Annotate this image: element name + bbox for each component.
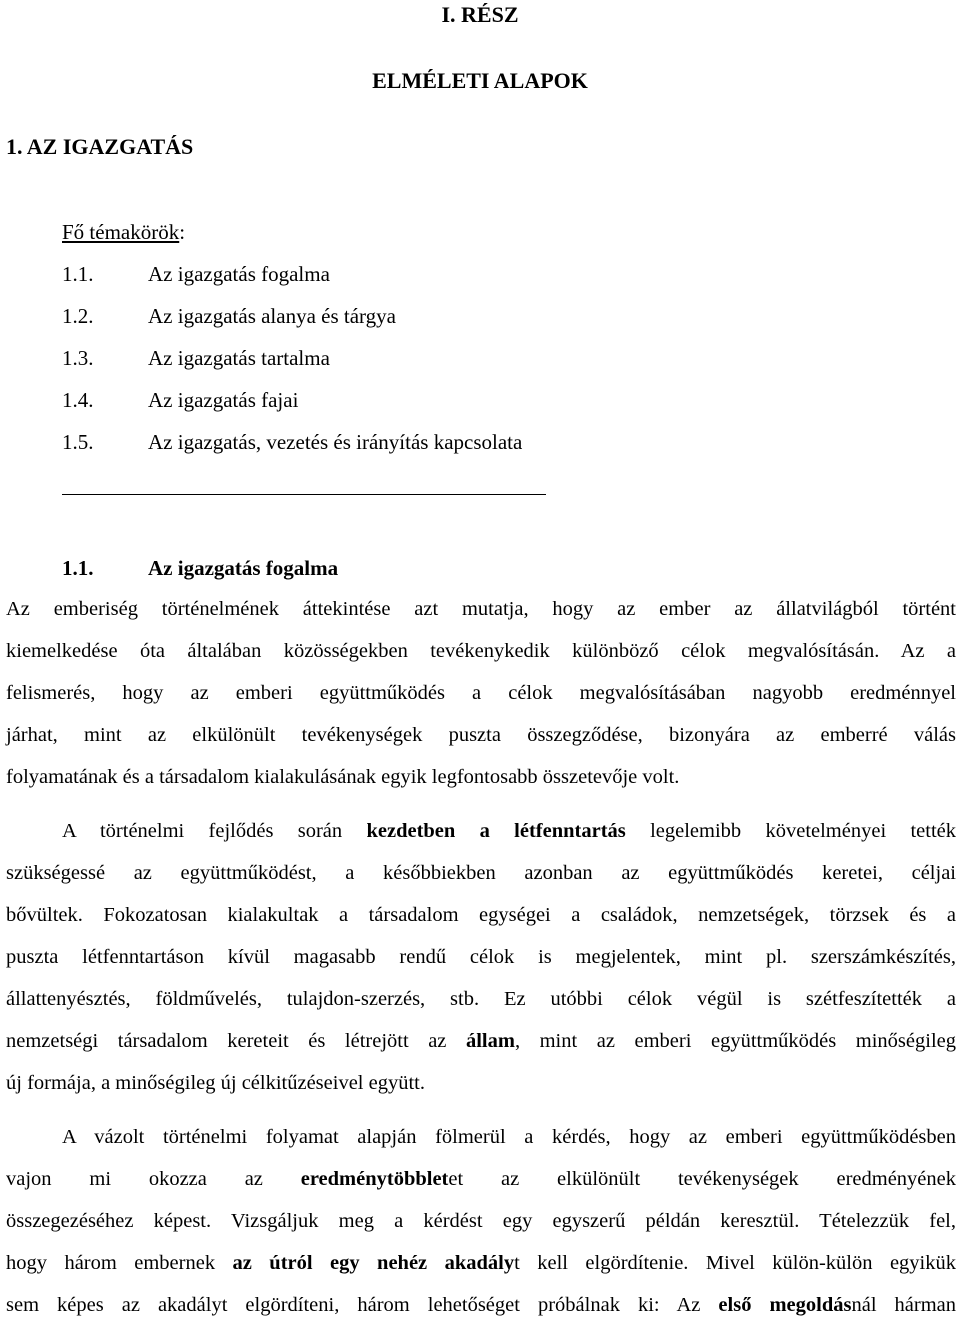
body-line <box>6 1293 956 1318</box>
part-title: I. RÉSZ <box>441 2 519 27</box>
topic-label: Az igazgatás, vezetés és irányítás kapcsolata <box>148 430 523 454</box>
body-line: szükségessé az együttműködést, a későbbiekben azonban az együttműködés keretei, céljai <box>6 862 956 884</box>
body-text: legelemibb követelményei tették <box>625 820 956 842</box>
topic-number: 1.4. <box>62 388 94 412</box>
body-bold: első megoldás <box>718 1294 852 1316</box>
body-bold: állam <box>465 1030 515 1052</box>
body-line: állattenyésztés, földművelés, tulajdon-szerzés, stb. Ez utóbbi célok végül is szétfeszítették a <box>6 988 956 1010</box>
body-text: , mint az emberi együttműködés minőségileg <box>514 1030 957 1052</box>
body-text: et az elkülönült tevékenységek eredményének <box>448 1168 956 1190</box>
chapter-title: 1. AZ IGAZGATÁS <box>6 134 194 159</box>
body-line <box>62 819 956 844</box>
topic-item <box>62 262 330 287</box>
body-line: A vázolt történelmi folyamat alapján fölmerül a kérdés, hogy az emberi együttműködésben <box>62 1126 956 1148</box>
body-line: kiemelkedése óta általában közösségekben tevékenykedik különböző célok megvalósításán. Az a <box>6 640 956 662</box>
topics-heading-label: Fő témakörök <box>62 220 180 244</box>
body-text: t kell elgördítenie. Mivel külön-külön egyikük <box>514 1252 956 1274</box>
topics-heading-colon: : <box>179 220 186 244</box>
topic-number: 1.2. <box>62 304 94 328</box>
body-text: sem képes az akadályt elgördíteni, három lehetőséget próbálnak ki: Az <box>6 1294 719 1316</box>
body-line: felismerés, hogy az emberi együttműködés a célok megvalósításában nagyobb eredménnyel <box>6 682 956 704</box>
body-line: új formája, a minőségileg új célkitűzéseivel együtt. <box>6 1072 425 1094</box>
topic-item <box>62 430 522 455</box>
topic-number: 1.1. <box>62 262 94 286</box>
body-line <box>6 1251 956 1276</box>
section-title <box>62 556 338 581</box>
body-line: összegezéséhez képest. Vizsgáljuk meg a kérdést egy egyszerű példán keresztül. Tételezzük fel, <box>6 1210 956 1232</box>
topics-heading <box>62 220 185 245</box>
topic-item <box>62 346 330 371</box>
body-text: vajon mi okozza az <box>6 1168 301 1190</box>
body-text: hogy három embernek <box>6 1252 233 1274</box>
body-line: járhat, mint az elkülönült tevékenységek puszta összegződése, bizonyára az emberré válás <box>6 724 956 746</box>
body-line: Az emberiség történelmének áttekintése azt mutatja, hogy az ember az állatvilágból történt <box>6 598 956 620</box>
topic-label: Az igazgatás alanya és tárgya <box>148 304 396 328</box>
body-text: A történelmi fejlődés során <box>62 820 367 842</box>
topic-label: Az igazgatás fajai <box>148 388 299 412</box>
separator-rule <box>62 494 546 495</box>
topic-item <box>62 388 298 413</box>
body-line: bővültek. Fokozatosan kialakultak a társadalom egységei a családok, nemzetségek, törzsek és a <box>6 904 956 926</box>
topic-item <box>62 304 396 329</box>
section-title-text: Az igazgatás fogalma <box>148 556 339 580</box>
body-text: nemzetségi társadalom kereteit és létrejött az <box>6 1030 466 1052</box>
topic-number: 1.5. <box>62 430 94 454</box>
body-line <box>6 1167 956 1192</box>
topic-label: Az igazgatás fogalma <box>148 262 330 286</box>
topic-number: 1.3. <box>62 346 94 370</box>
body-line: folyamatának és a társadalom kialakulásának egyik legfontosabb összetevője volt. <box>6 766 680 788</box>
body-text: nál hárman <box>851 1294 957 1316</box>
body-line: puszta létfenntartáson kívül magasabb rendű célok is megjelentek, mint pl. szerszámkészítés, <box>6 946 956 968</box>
body-bold: kezdetben a létfenntartás <box>366 820 626 842</box>
section-number: 1.1. <box>62 556 94 580</box>
body-line <box>6 1029 956 1054</box>
main-title: ELMÉLETI ALAPOK <box>372 68 588 93</box>
body-bold: eredménytöbblet <box>300 1168 449 1190</box>
body-bold: az útról egy nehéz akadály <box>232 1252 515 1274</box>
topic-label: Az igazgatás tartalma <box>148 346 330 370</box>
